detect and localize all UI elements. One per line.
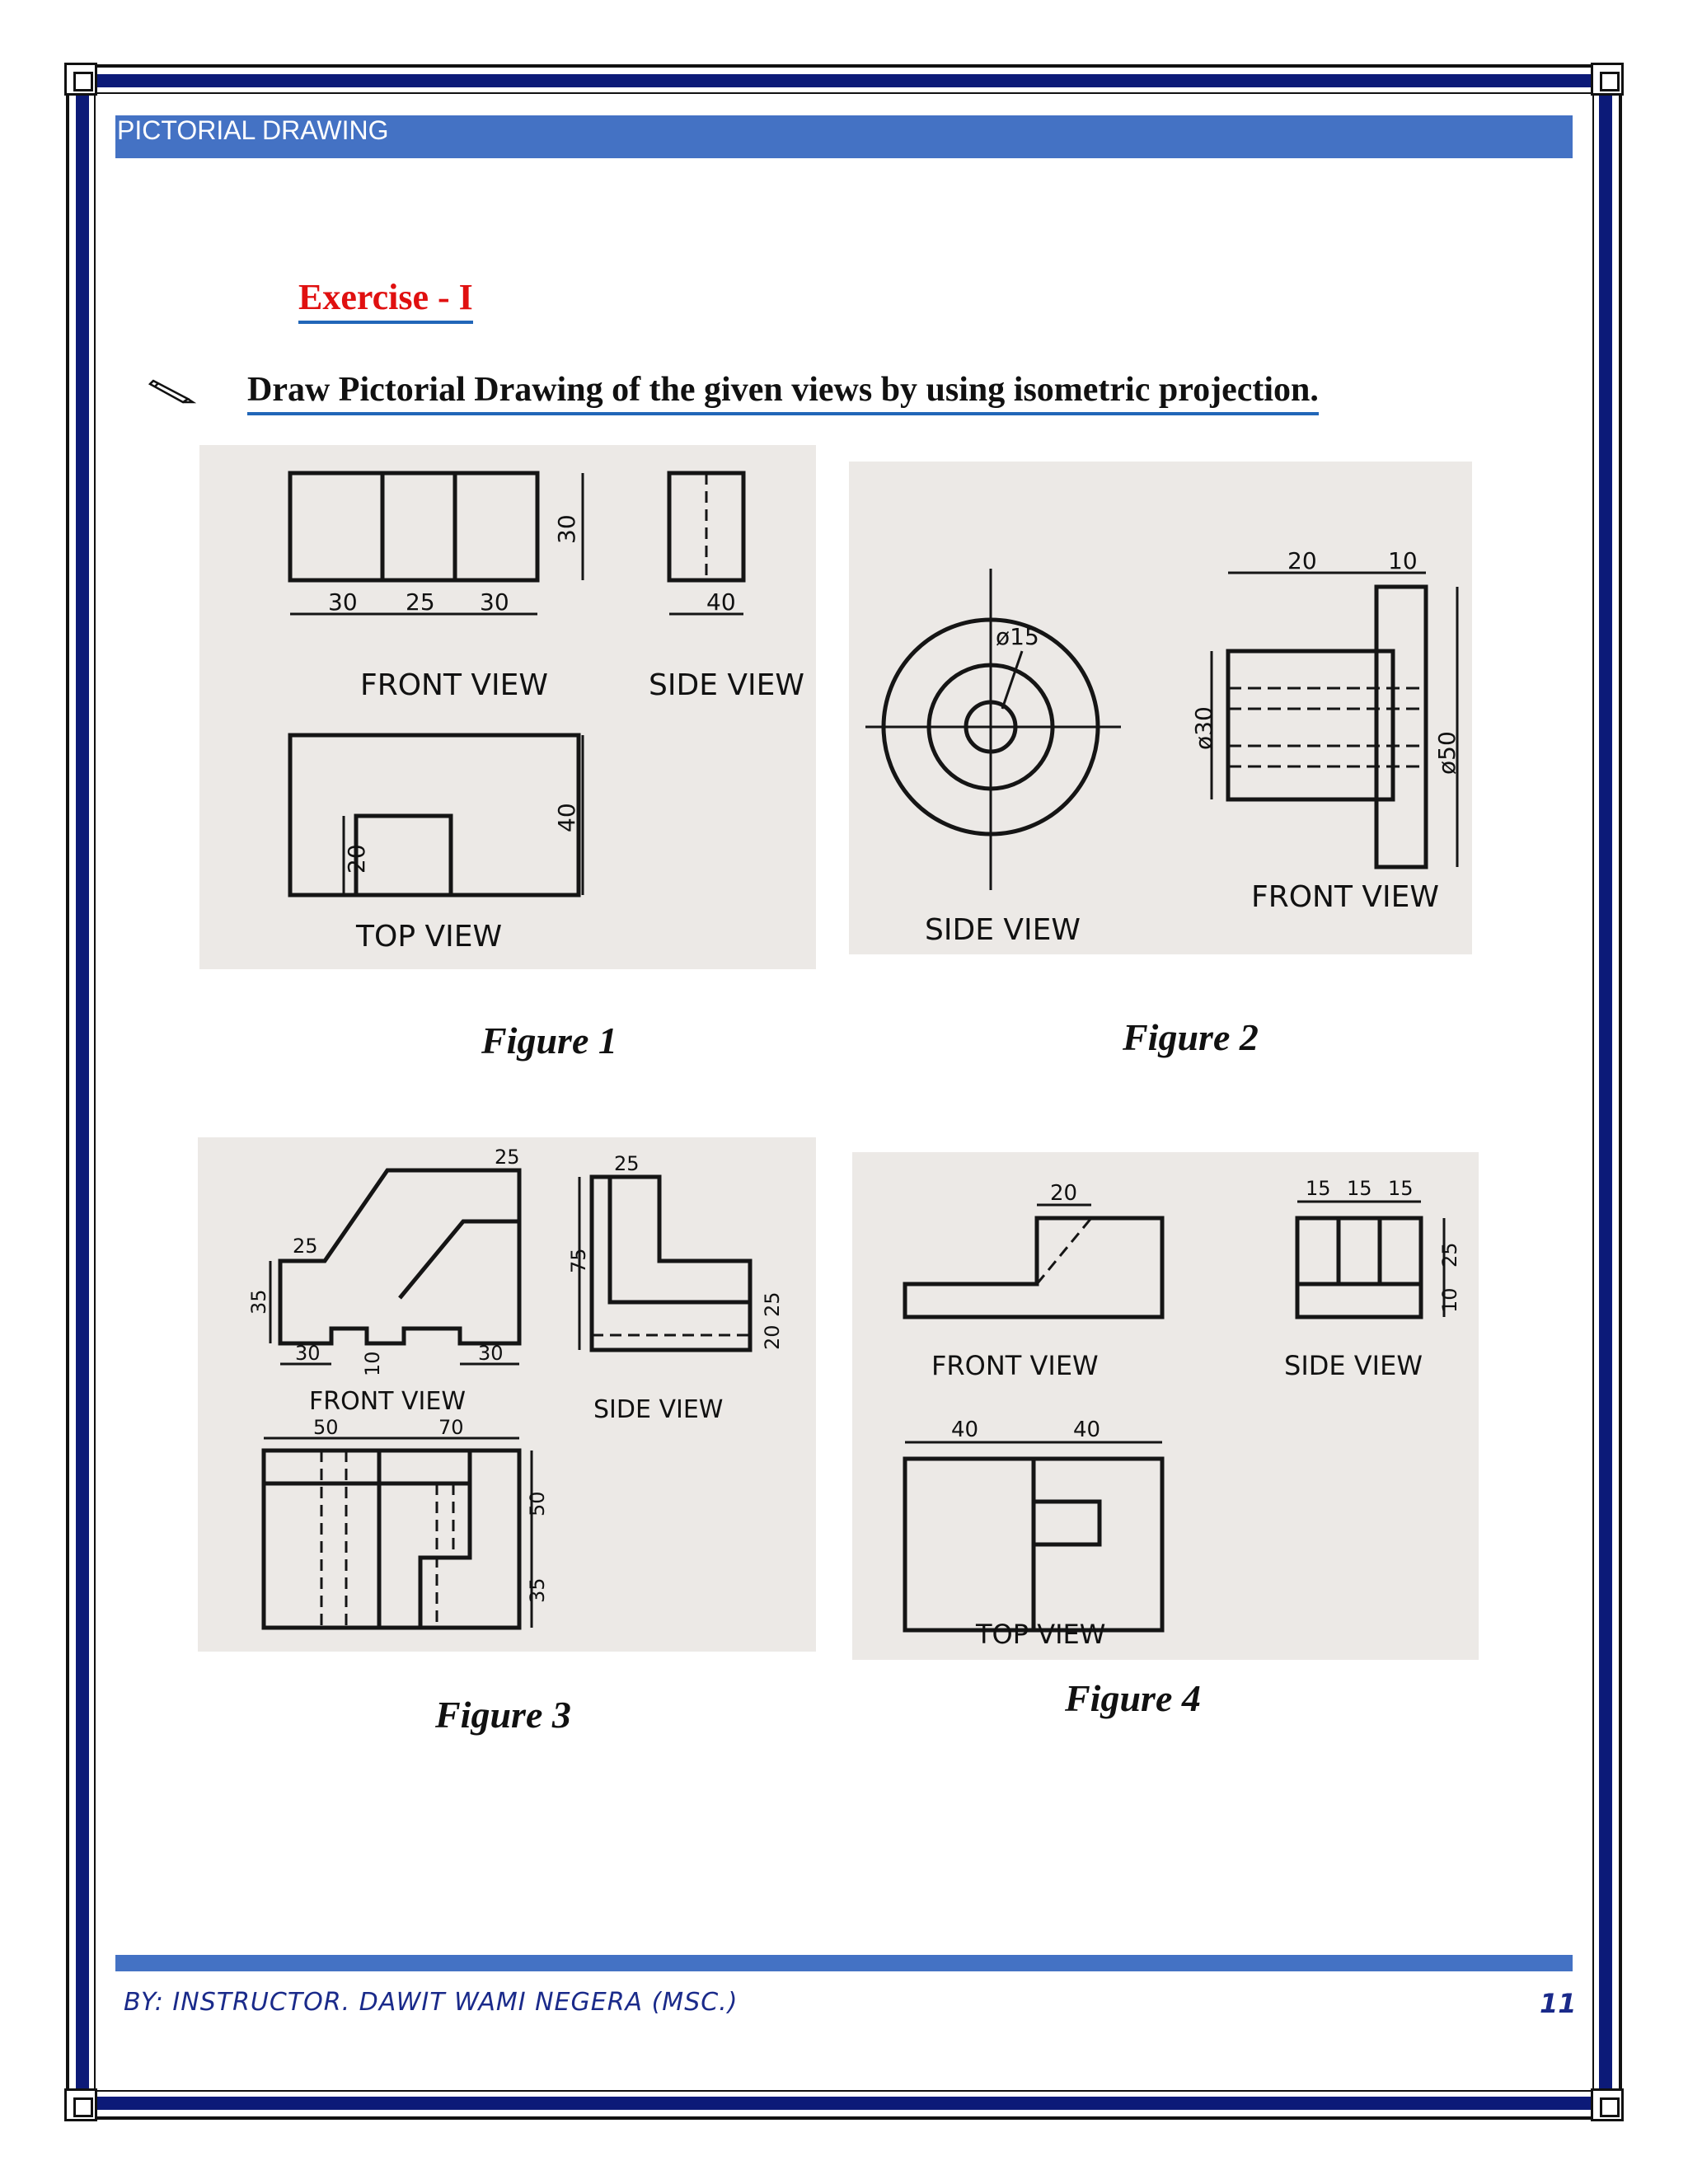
fig1-front-view-label: FRONT VIEW — [360, 668, 549, 702]
fig2-flange-outline — [1376, 587, 1426, 867]
fig2-dim-d50: ø50 — [1433, 731, 1461, 775]
fig3-dim-s75: 75 — [567, 1248, 590, 1273]
fig3-dim-t50: 50 — [313, 1416, 339, 1439]
fig4-dim-t40a: 40 — [951, 1418, 979, 1442]
fig3-dim-h35: 35 — [247, 1289, 270, 1315]
fig3-front-view-label: FRONT VIEW — [309, 1387, 467, 1416]
footer-author: BY: INSTRUCTOR. DAWIT WAMI NEGERA (MSC.) — [124, 1988, 738, 2017]
fig3-dim-b30b: 30 — [478, 1342, 504, 1365]
pencil-icon — [147, 373, 196, 405]
fig3-dim-s25b: 25 — [761, 1291, 784, 1317]
figure-3-image — [198, 1137, 816, 1652]
fig1-dim-b: 25 — [406, 588, 435, 616]
fig3-top-view-outline — [264, 1451, 519, 1628]
fig1-dim-notch: 20 — [343, 844, 370, 874]
fig2-dim-d30: ø30 — [1190, 706, 1217, 750]
fig1-dim-height: 30 — [553, 514, 580, 544]
figure-1-drawing — [199, 445, 816, 969]
corner-ornament-bottom-right — [1591, 2088, 1624, 2121]
figure-1-image — [199, 445, 816, 969]
figure-2-image — [849, 462, 1472, 954]
fig1-top-view-label: TOP VIEW — [356, 920, 503, 954]
figure-1-caption: Figure 1 — [481, 1019, 617, 1062]
fig4-side-view-label: SIDE VIEW — [1284, 1350, 1423, 1381]
corner-ornament-top-left — [64, 63, 97, 96]
instruction-text: Draw Pictorial Drawing of the given views by using isometric projection. — [247, 368, 1319, 415]
fig3-dim-r35: 35 — [526, 1577, 549, 1603]
figure-2-caption: Figure 2 — [1123, 1016, 1259, 1058]
fig1-dim-c: 30 — [480, 588, 509, 616]
figure-4-image — [852, 1152, 1479, 1660]
fig2-front-view-label: FRONT VIEW — [1251, 880, 1440, 914]
fig2-hub-outline — [1228, 651, 1393, 799]
figure-2-drawing — [849, 462, 1472, 954]
fig3-dim-b10: 10 — [361, 1351, 384, 1376]
figure-4-caption: Figure 4 — [1065, 1677, 1201, 1719]
fig2-dim-len10: 10 — [1388, 547, 1418, 574]
corner-ornament-bottom-left — [64, 2088, 97, 2121]
fig3-side-view-label: SIDE VIEW — [593, 1395, 724, 1424]
fig4-front-view-label: FRONT VIEW — [931, 1350, 1099, 1381]
fig4-front-view-outline — [905, 1218, 1162, 1317]
corner-ornament-top-right — [1591, 63, 1624, 96]
fig4-top-view-label: TOP VIEW — [976, 1619, 1106, 1650]
fig4-dim-f20: 20 — [1050, 1181, 1078, 1206]
fig4-dim-s25: 25 — [1438, 1242, 1461, 1268]
figure-4-drawing — [852, 1152, 1479, 1660]
figure-3-caption: Figure 3 — [435, 1694, 571, 1736]
fig4-dim-s15a: 15 — [1306, 1177, 1331, 1200]
fig4-dim-s15b: 15 — [1347, 1177, 1372, 1200]
fig4-side-view-outline — [1297, 1218, 1421, 1317]
fig3-dim-s20: 20 — [761, 1324, 784, 1350]
fig3-dim-top25: 25 — [495, 1146, 520, 1169]
fig1-dim-side-width: 40 — [706, 588, 736, 616]
exercise-title: Exercise - I — [298, 274, 473, 324]
fig3-dim-t70: 70 — [438, 1416, 464, 1439]
footer-bar — [115, 1955, 1573, 1971]
header-title: PICTORIAL DRAWING — [117, 115, 389, 145]
fig2-dim-len20: 20 — [1287, 547, 1317, 574]
page-number: 11 — [1540, 1988, 1577, 2019]
fig3-dim-s25: 25 — [614, 1152, 640, 1175]
fig3-side-view-outline — [592, 1177, 750, 1350]
fig4-dim-t40b: 40 — [1073, 1418, 1101, 1442]
fig1-dim-top-height: 40 — [553, 803, 580, 832]
fig1-side-view-label: SIDE VIEW — [649, 668, 804, 702]
fig1-front-view-outline — [290, 473, 537, 580]
fig2-dim-hole: ø15 — [996, 623, 1039, 650]
fig1-dim-a: 30 — [328, 588, 358, 616]
fig4-dim-s15c: 15 — [1388, 1177, 1414, 1200]
fig3-dim-b30a: 30 — [295, 1342, 321, 1365]
fig4-dim-s10: 10 — [1438, 1287, 1461, 1313]
fig2-side-view-label: SIDE VIEW — [925, 913, 1081, 947]
fig3-dim-left25: 25 — [293, 1235, 318, 1258]
figure-3-drawing — [198, 1137, 816, 1652]
fig3-dim-r50: 50 — [526, 1491, 549, 1516]
